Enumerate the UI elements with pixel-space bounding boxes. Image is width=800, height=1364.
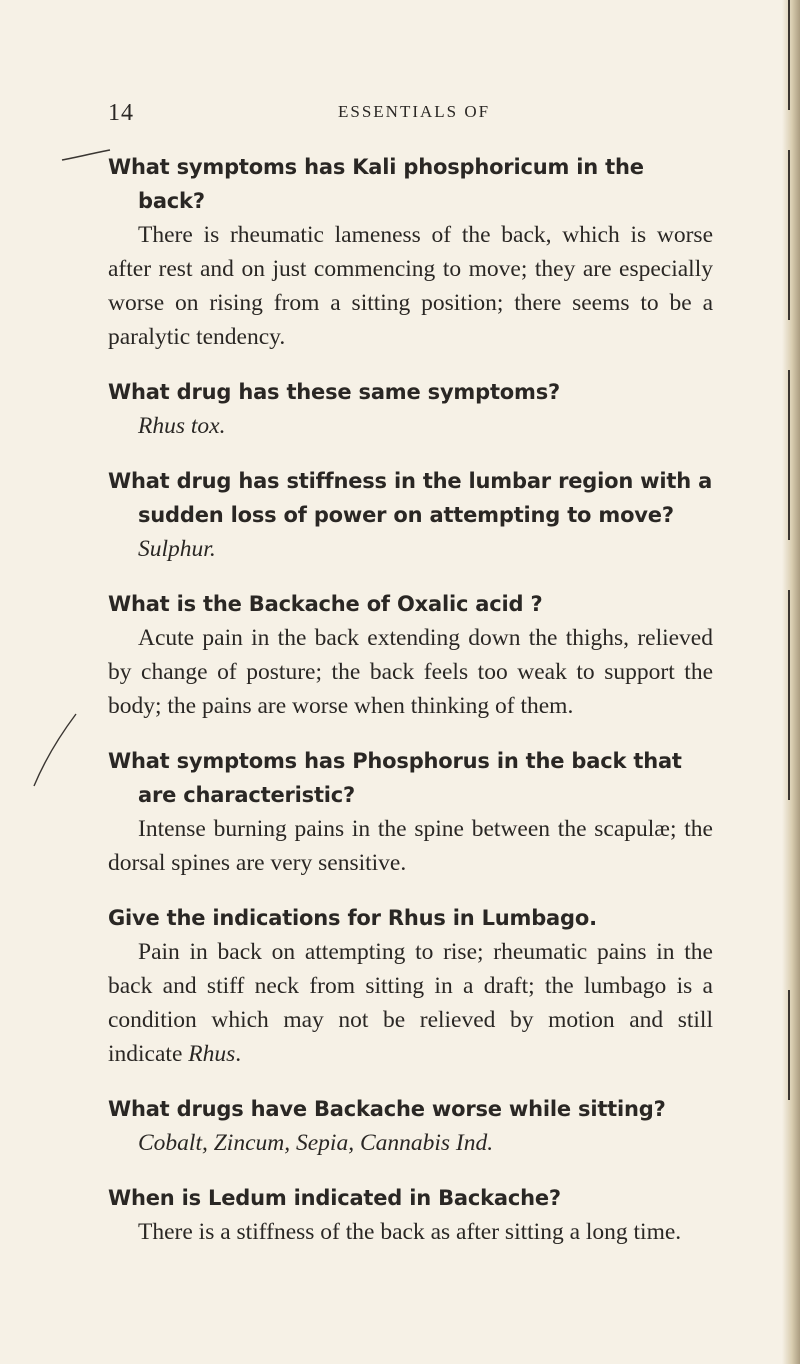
answer: Acute pain in the back extending down the thighs, relieved by change of posture; the back feels too weak to support the body; the pains are worse when thinking of them.: [108, 625, 713, 719]
qa-entry: [108, 587, 713, 723]
answer-text: Pain in back on attempting to rise; rheumatic pains in the back and stiff neck from sitting in a draft; the lumbago is a condition which may not be relieved by motion and still indicate: [108, 939, 713, 1067]
question: What is the Backache of Oxalic acid ?: [108, 592, 543, 616]
qa-entry: [108, 901, 713, 1071]
answer-text-end: .: [235, 1041, 242, 1067]
answer: There is rheumatic lameness of the back, which is worse after rest and on just commencing to move; they are especially worse on rising from a sitting position; there seems to be a paralytic tendency.: [108, 222, 713, 350]
margin-pencil-mark: [60, 148, 112, 162]
question: When is Ledum indicated in Backache?: [108, 1186, 561, 1210]
qa-entry: [108, 1092, 713, 1160]
running-title: ESSENTIALS OF: [338, 102, 491, 121]
margin-pencil-mark: [30, 710, 80, 790]
qa-entry: [108, 150, 713, 354]
question: What symptoms has Phosphorus in the back that are characteristic?: [108, 749, 682, 807]
answer: Cobalt, Zincum, Sepia, Cannabis Ind.: [138, 1130, 494, 1156]
page-edge-line: [788, 590, 790, 800]
question: What symptoms has Kali phosphoricum in the back?: [108, 155, 644, 213]
answer: Rhus tox.: [138, 413, 226, 439]
qa-entry: [108, 1181, 713, 1249]
answer-drug-name: Rhus: [188, 1041, 236, 1067]
question: What drugs have Backache worse while sitting?: [108, 1097, 666, 1121]
answer: [108, 935, 713, 1071]
question: Give the indications for Rhus in Lumbago.: [108, 906, 597, 930]
question: What drug has stiffness in the lumbar region with a sudden loss of power on attempting to move?: [108, 469, 713, 527]
qa-entry: [108, 744, 713, 880]
page-edge-shadow: [782, 0, 800, 1364]
page-number: 14: [108, 100, 134, 126]
answer: Intense burning pains in the spine between the scapulæ; the dorsal spines are very sensitive.: [108, 816, 713, 876]
page-edge-line: [788, 990, 790, 1100]
qa-entry: [108, 375, 713, 443]
page-edge-line: [788, 370, 790, 540]
page-edge-line: [788, 150, 790, 320]
answer: Sulphur.: [138, 536, 216, 562]
page-header: [108, 100, 708, 132]
qa-entry: [108, 464, 713, 566]
qa-list: [108, 150, 713, 1270]
page-edge-line: [788, 0, 790, 110]
answer: There is a stiffness of the back as after sitting a long time.: [138, 1219, 682, 1245]
question: What drug has these same symptoms?: [108, 380, 560, 404]
